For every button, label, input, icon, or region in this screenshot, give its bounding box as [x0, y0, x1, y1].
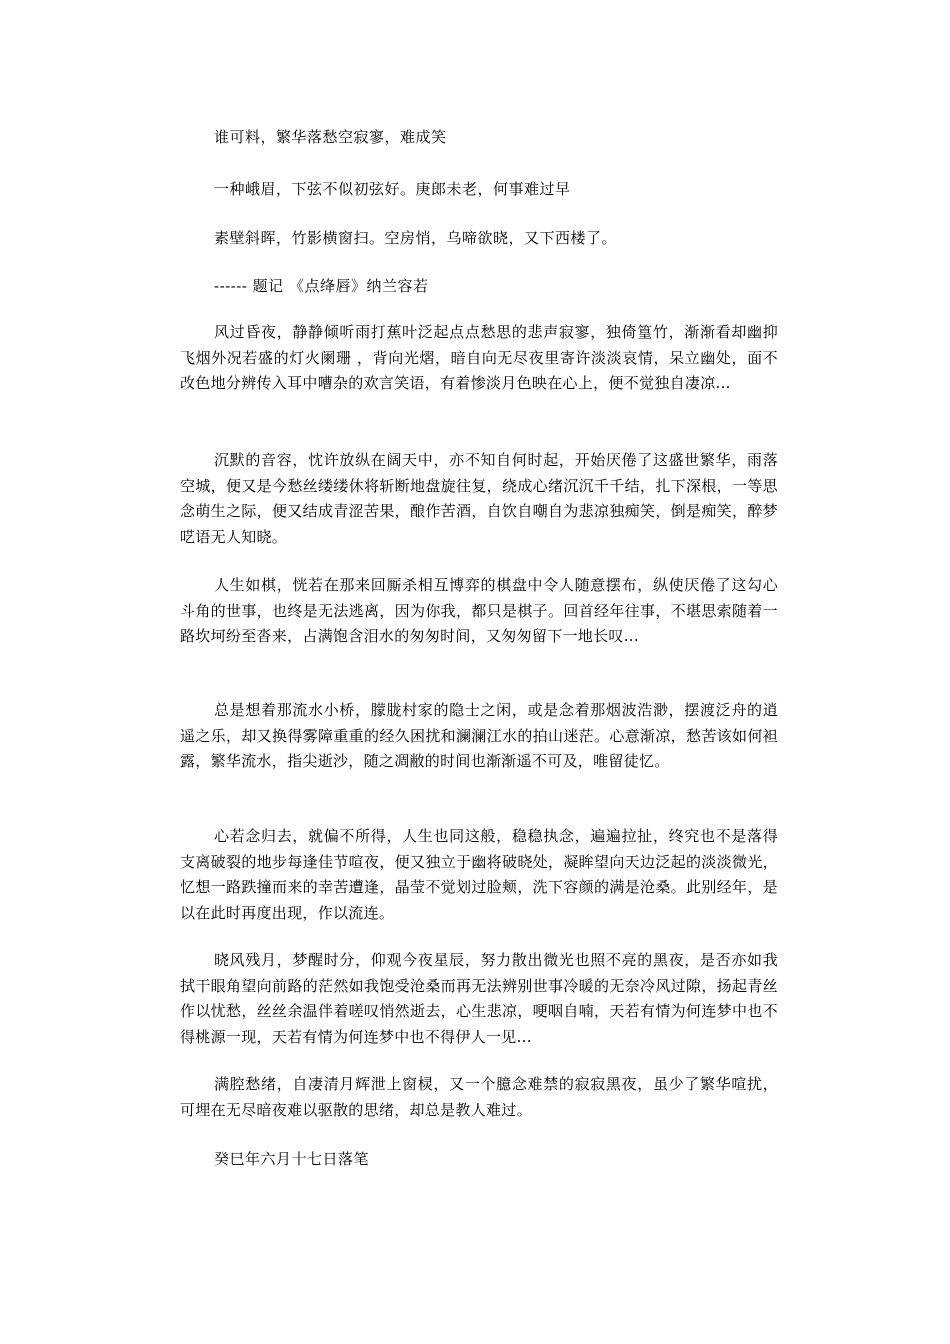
closing-date: 癸巳年六月十七日落笔: [214, 1150, 370, 1168]
poem-line-2: 一种峨眉，下弦不似初弦好。庚郎未老，何事难过早: [214, 180, 571, 198]
paragraph-2: 沉默的音容，忱许放纵在阔天中，亦不知自何时起，开始厌倦了这盛世繁华，雨落空城，便又是今愁丝缕缕休将斩断地盘旋往复，绕成心绪沉沉千千结，扎下深根，一等思念萌生之际，便又结成青涩苦果，酿作苦酒，自饮自嘲自为悲凉独痴笑，倒是痴笑，醉梦呓语无人知晓。: [180, 451, 778, 547]
poem-line-1: 谁可料，繁华落愁空寂寥，难成笑: [214, 128, 447, 146]
paragraph-5: 心若念归去，就偏不所得，人生也同这般，稳稳执念，遍遍拉扯，终究也不是落得支离破裂的地步每逢佳节喧夜，便又独立于幽将破晓处，凝眸望向天边泛起的淡淡微光，忆想一路跌撞而来的幸苦遭逢，晶莹不觉划过脸颊，洗下容颜的满是沧桑。此别经年，是以在此时再度出现，作以流连。: [180, 827, 778, 923]
paragraph-3: 人生如棋，恍若在那来回厮杀相互博弈的棋盘中令人随意摆布，纵使厌倦了这勾心斗角的世事，也终是无法逃离，因为你我，都只是棋子。回首经年往事，不堪思索随着一路坎坷纷至沓来，占满饱含泪水的匆匆时间，又匆匆留下一地长叹...: [180, 576, 778, 646]
poem-line-3: 素壁斜晖，竹影横窗扫。空房悄，乌啼欲晓，又下西楼了。: [214, 229, 618, 247]
paragraph-4: 总是想着那流水小桥，朦胧村家的隐士之闲，或是念着那烟波浩渺，摆渡泛舟的逍遥之乐，却又换得雾障重重的经久困扰和澜澜江水的拍山迷茫。心意渐凉，愁苦该如何袒露，繁华流水，指尖逝沙，随之凋敝的时间也渐渐遥不可及，唯留徒忆。: [180, 701, 778, 771]
poem-attribution: ------ 题记 《点绛唇》纳兰容若: [214, 277, 429, 295]
paragraph-1: 风过昏夜，静静倾听雨打蕉叶泛起点点愁思的悲声寂寥，独倚篁竹，渐渐看却幽抑飞烟外况若盛的灯火阑珊 ，背向光熠，暗自向无尽夜里寄许淡淡哀情，呆立幽处，面不改色地分辨传入耳中嘈杂的欢言笑语，有着惨淡月色映在心上，便不觉独自凄凉...: [180, 323, 778, 393]
paragraph-6: 晓风残月，梦醒时分，仰观今夜星辰，努力散出微光也照不亮的黑夜，是否亦如我拭干眼角望向前路的茫然如我饱受沧桑而再无法辨别世事冷暖的无奈冷风过隙，扬起青丝作以忧愁，丝丝余温伴着嗟叹悄然逝去，心生悲凉，哽咽自喃，天若有情为何连梦中也不得桃源一现，天若有情为何连梦中也不得伊人一见...: [180, 951, 778, 1047]
paragraph-7: 满腔愁绪，自凄清月辉泄上窗棂，又一个臆念难禁的寂寂黑夜，虽少了繁华喧扰，可埋在无尽暗夜难以驱散的思绪，却总是教人难过。: [180, 1075, 778, 1119]
